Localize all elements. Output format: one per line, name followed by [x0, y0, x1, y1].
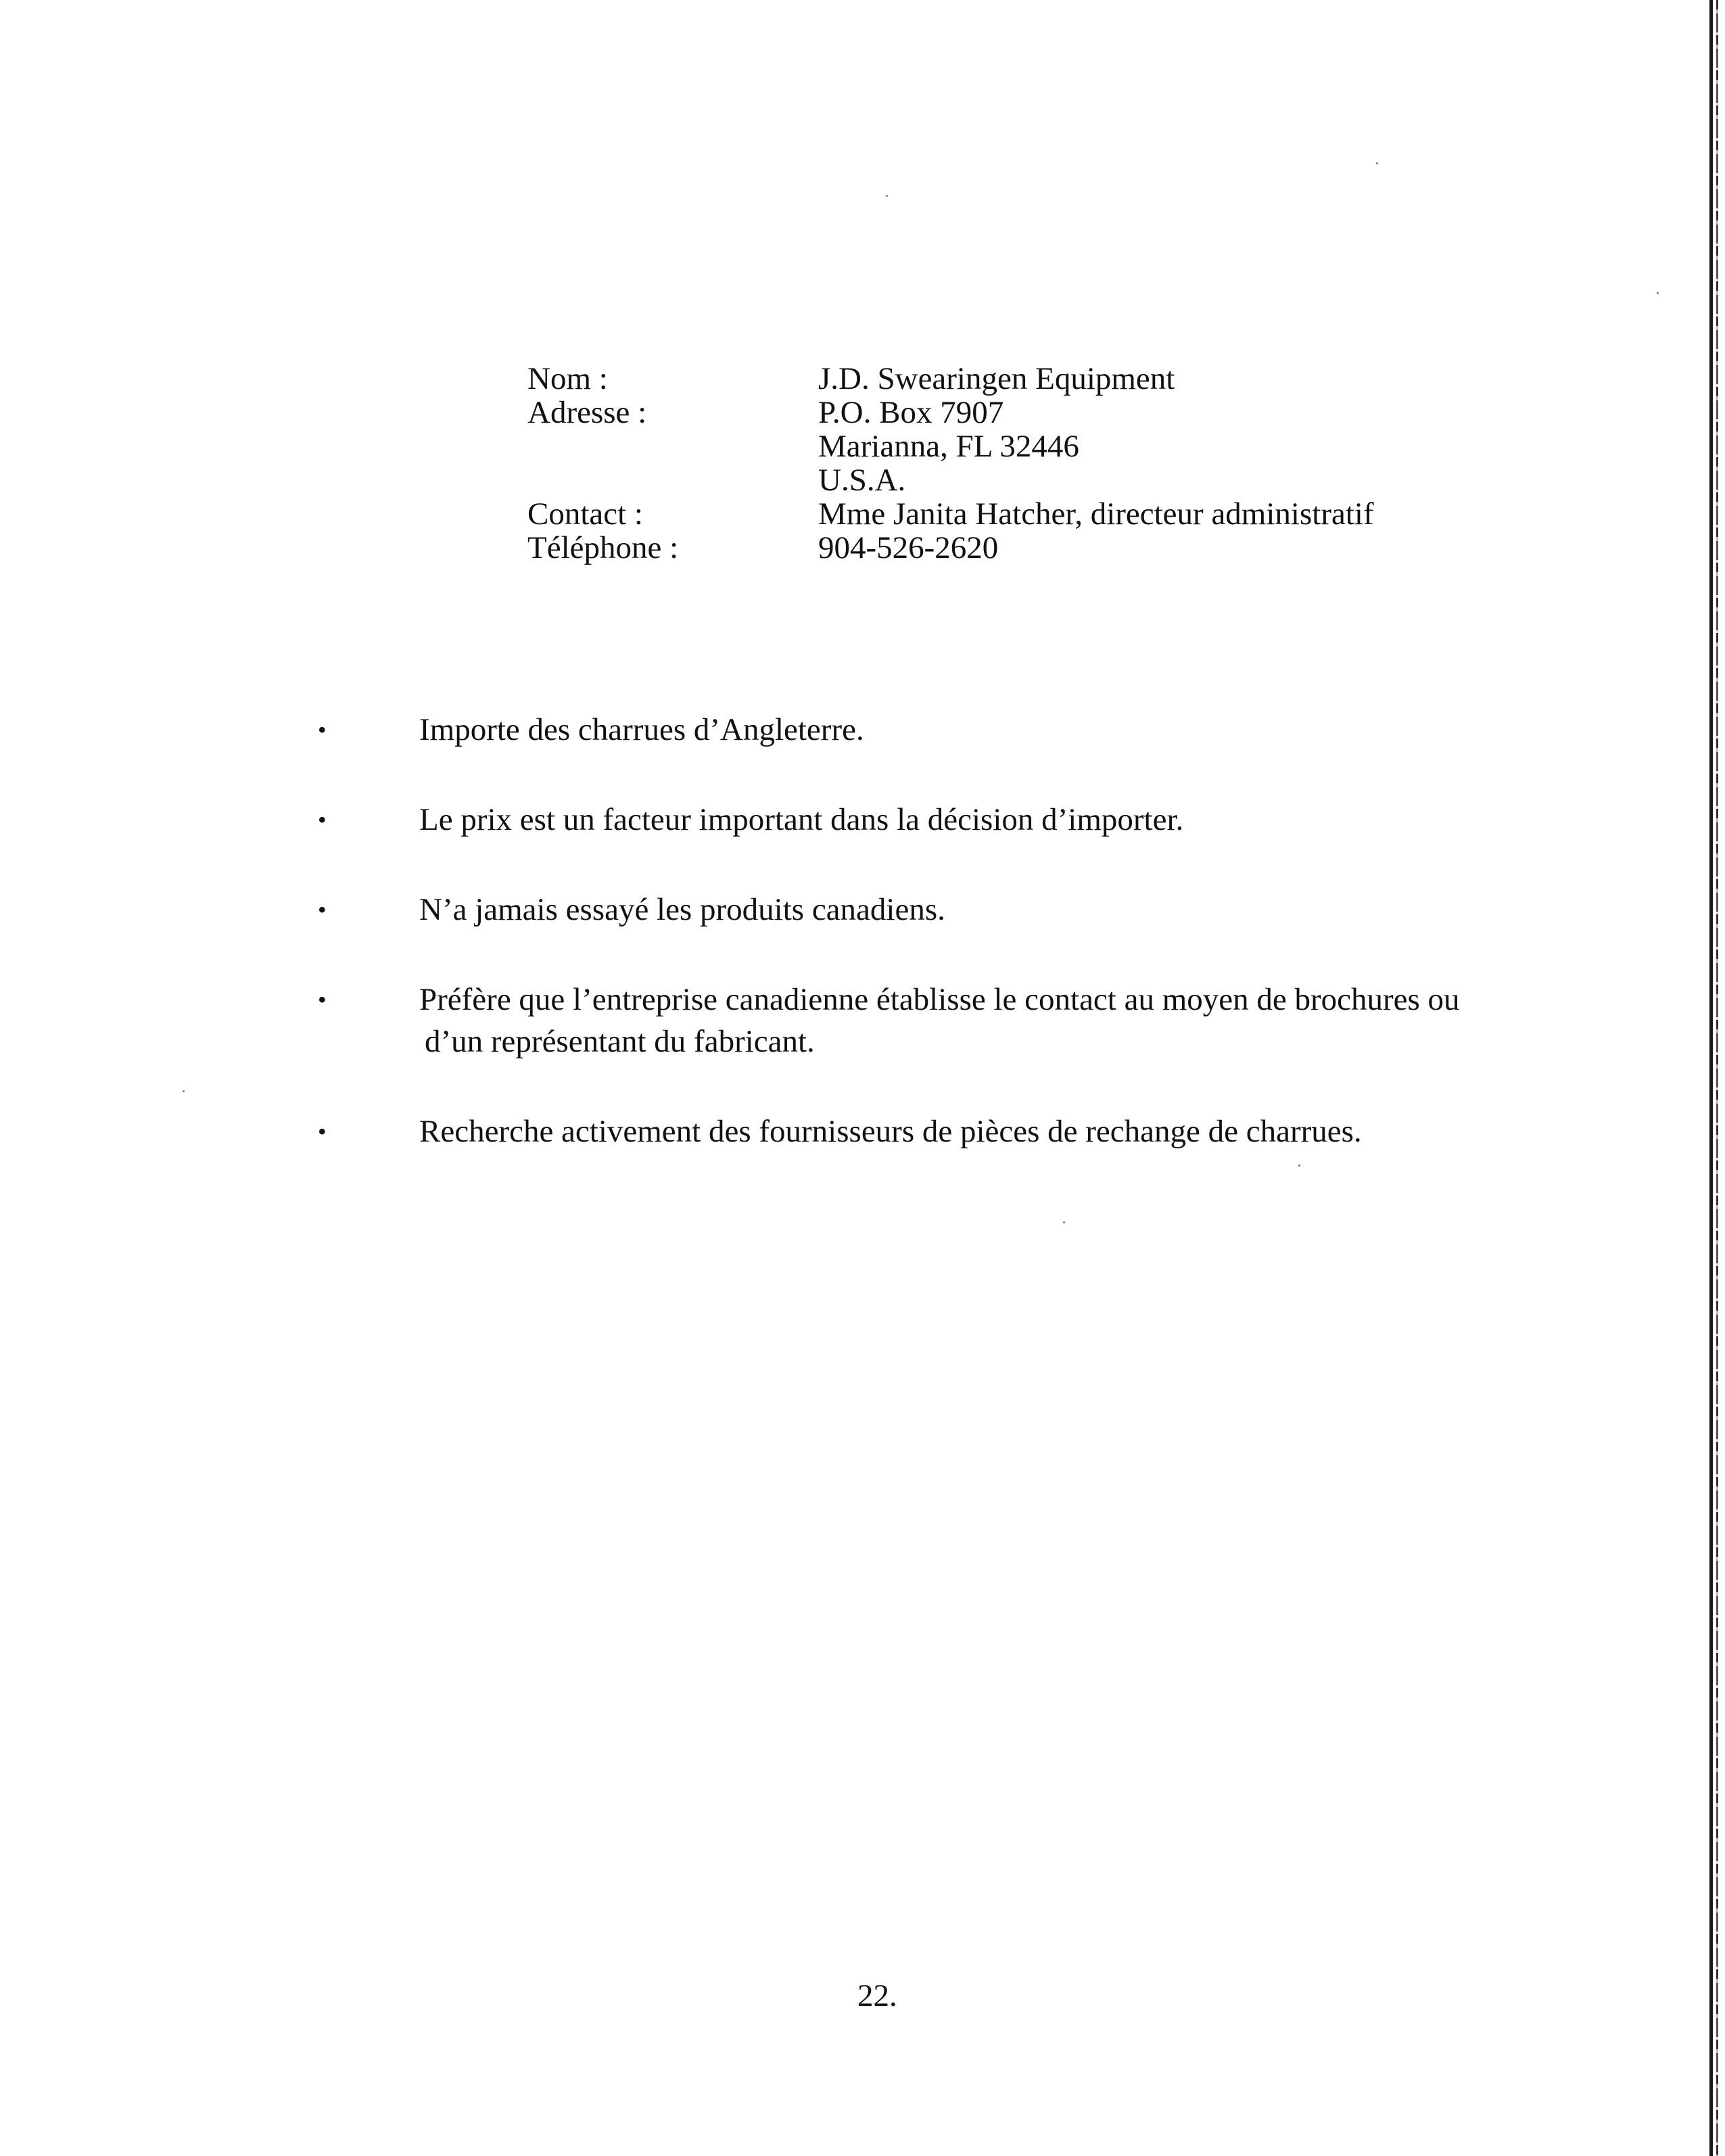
address-label: Adresse : — [527, 395, 647, 430]
contact-value: Mme Janita Hatcher, directeur administratif — [818, 496, 1374, 532]
scan-speck — [1657, 292, 1659, 294]
phone-row — [527, 531, 1374, 565]
name-value: J.D. Swearingen Equipment — [818, 361, 1175, 396]
bullet-icon: • — [318, 716, 327, 743]
contact-row — [527, 497, 1374, 531]
bullet-text: Préfère que l’entreprise canadienne établisse le contact au moyen de brochures ou — [419, 982, 1460, 1017]
scan-speck — [886, 195, 888, 197]
scan-edge — [1709, 0, 1725, 2156]
bullet-list — [318, 709, 1603, 1200]
scan-speck — [1376, 162, 1378, 164]
bullet-text: Le prix est un facteur important dans la décision d’importer. — [419, 802, 1184, 837]
phone-value: 904-526-2620 — [818, 530, 999, 565]
address-line-1: P.O. Box 7907 — [818, 395, 1004, 430]
list-item — [318, 799, 1603, 841]
bullet-icon: • — [318, 1118, 327, 1145]
list-item — [318, 1110, 1603, 1152]
page-number: 22. — [857, 1978, 897, 2013]
bullet-icon: • — [318, 806, 327, 833]
bullet-text: Recherche activement des fournisseurs de pièces de rechange de charrues. — [419, 1114, 1362, 1149]
address-row-2 — [527, 429, 1374, 463]
bullet-text-continuation: d’un représentant du fabricant. — [425, 1024, 815, 1059]
list-item — [318, 709, 1603, 751]
bullet-icon: • — [318, 896, 327, 923]
scan-speck — [1063, 1221, 1065, 1223]
list-item — [318, 979, 1603, 1062]
bullet-text: N’a jamais essayé les produits canadiens. — [419, 892, 945, 927]
scan-speck — [183, 1090, 185, 1092]
contact-label: Contact : — [527, 496, 643, 532]
bullet-text: Importe des charrues d’Angleterre. — [419, 712, 864, 747]
scan-speck — [1298, 1165, 1300, 1167]
contact-block — [527, 362, 1374, 565]
address-row — [527, 396, 1374, 429]
address-row-3 — [527, 463, 1374, 497]
name-label: Nom : — [527, 361, 608, 396]
list-item — [318, 889, 1603, 931]
address-line-3: U.S.A. — [818, 463, 906, 498]
name-row — [527, 362, 1374, 396]
address-line-2: Marianna, FL 32446 — [818, 429, 1079, 464]
bullet-icon: • — [318, 986, 327, 1013]
phone-label: Téléphone : — [527, 530, 679, 565]
